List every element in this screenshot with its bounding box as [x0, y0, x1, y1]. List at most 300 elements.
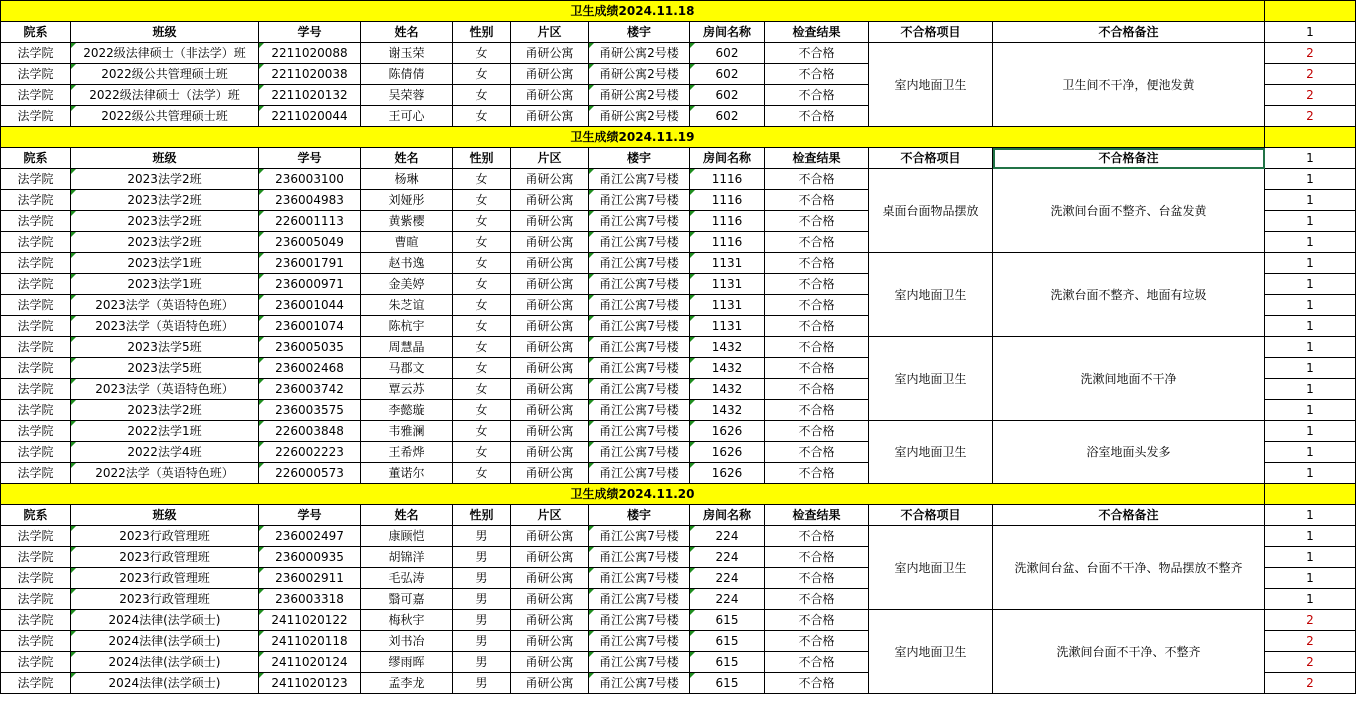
cell-gender[interactable]: 女 [453, 295, 511, 316]
cell-zone[interactable]: 甬研公寓 [511, 442, 589, 463]
header-fail-note[interactable]: 不合格备注 [993, 505, 1265, 526]
cell-dept[interactable]: 法学院 [1, 316, 71, 337]
cell-student-id[interactable]: 236000971 [259, 274, 361, 295]
cell-gender[interactable]: 女 [453, 253, 511, 274]
cell-gender[interactable]: 女 [453, 358, 511, 379]
cell-dept[interactable]: 法学院 [1, 463, 71, 484]
cell-student-id[interactable]: 236003100 [259, 169, 361, 190]
cell-gender[interactable]: 女 [453, 316, 511, 337]
cell-building[interactable]: 甬江公寓7号楼 [589, 358, 690, 379]
cell-class[interactable]: 2023法学5班 [71, 358, 259, 379]
cell-room[interactable]: 1432 [690, 358, 765, 379]
cell-zone[interactable]: 甬研公寓 [511, 421, 589, 442]
cell-name[interactable]: 孟李龙 [361, 673, 453, 694]
cell-gender[interactable]: 女 [453, 442, 511, 463]
cell-gender[interactable]: 男 [453, 610, 511, 631]
cell-name[interactable]: 曹暄 [361, 232, 453, 253]
cell-room[interactable]: 602 [690, 43, 765, 64]
cell-zone[interactable]: 甬研公寓 [511, 253, 589, 274]
cell-dept[interactable]: 法学院 [1, 274, 71, 295]
cell-gender[interactable]: 女 [453, 379, 511, 400]
cell-result[interactable]: 不合格 [765, 547, 869, 568]
cell-building[interactable]: 甬江公寓7号楼 [589, 526, 690, 547]
cell-zone[interactable]: 甬研公寓 [511, 463, 589, 484]
cell-building[interactable]: 甬江公寓7号楼 [589, 547, 690, 568]
cell-count[interactable]: 2 [1265, 64, 1356, 85]
cell-room[interactable]: 1432 [690, 379, 765, 400]
cell-room[interactable]: 615 [690, 673, 765, 694]
cell-count[interactable]: 2 [1265, 652, 1356, 673]
cell-student-id[interactable]: 2211020044 [259, 106, 361, 127]
table-row[interactable] [1, 610, 1356, 631]
cell-room[interactable]: 1626 [690, 442, 765, 463]
cell-dept[interactable]: 法学院 [1, 568, 71, 589]
cell-room[interactable]: 1116 [690, 169, 765, 190]
cell-result[interactable]: 不合格 [765, 253, 869, 274]
cell-building[interactable]: 甬江公寓7号楼 [589, 295, 690, 316]
cell-room[interactable]: 615 [690, 610, 765, 631]
cell-zone[interactable]: 甬研公寓 [511, 232, 589, 253]
cell-count[interactable]: 1 [1265, 274, 1356, 295]
table-row[interactable] [1, 526, 1356, 547]
cell-count[interactable]: 1 [1265, 568, 1356, 589]
cell-zone[interactable]: 甬研公寓 [511, 211, 589, 232]
cell-class[interactable]: 2023法学1班 [71, 253, 259, 274]
header-zone[interactable]: 片区 [511, 22, 589, 43]
cell-building[interactable]: 甬江公寓7号楼 [589, 274, 690, 295]
header-student-id[interactable]: 学号 [259, 148, 361, 169]
section-title[interactable]: 卫生成绩2024.11.20 [1, 484, 1265, 505]
cell-name[interactable]: 毛弘涛 [361, 568, 453, 589]
cell-gender[interactable]: 男 [453, 526, 511, 547]
cell-gender[interactable]: 女 [453, 337, 511, 358]
table-row[interactable] [1, 253, 1356, 274]
cell-gender[interactable]: 男 [453, 652, 511, 673]
header-building[interactable]: 楼宇 [589, 22, 690, 43]
cell-student-id[interactable]: 226003848 [259, 421, 361, 442]
header-dept[interactable]: 院系 [1, 505, 71, 526]
cell-zone[interactable]: 甬研公寓 [511, 652, 589, 673]
cell-room[interactable]: 1626 [690, 421, 765, 442]
cell-class[interactable]: 2023法学2班 [71, 169, 259, 190]
header-gender[interactable]: 性别 [453, 505, 511, 526]
cell-dept[interactable]: 法学院 [1, 295, 71, 316]
cell-fail-note[interactable]: 洗漱台面不整齐、地面有垃圾 [993, 253, 1265, 337]
cell-room[interactable]: 1116 [690, 232, 765, 253]
cell-dept[interactable]: 法学院 [1, 106, 71, 127]
cell-count[interactable]: 1 [1265, 463, 1356, 484]
cell-name[interactable]: 刘书冶 [361, 631, 453, 652]
cell-room[interactable]: 224 [690, 526, 765, 547]
cell-room[interactable]: 224 [690, 589, 765, 610]
cell-student-id[interactable]: 2411020123 [259, 673, 361, 694]
cell-result[interactable]: 不合格 [765, 379, 869, 400]
title-extra-cell[interactable] [1265, 484, 1356, 505]
cell-count[interactable]: 1 [1265, 442, 1356, 463]
cell-gender[interactable]: 男 [453, 547, 511, 568]
cell-result[interactable]: 不合格 [765, 211, 869, 232]
cell-student-id[interactable]: 2411020122 [259, 610, 361, 631]
cell-fail-note[interactable]: 洗漱间地面不干净 [993, 337, 1265, 421]
cell-zone[interactable]: 甬研公寓 [511, 610, 589, 631]
cell-fail-item[interactable]: 室内地面卫生 [869, 337, 993, 421]
cell-result[interactable]: 不合格 [765, 589, 869, 610]
cell-result[interactable]: 不合格 [765, 274, 869, 295]
cell-student-id[interactable]: 236001044 [259, 295, 361, 316]
cell-result[interactable]: 不合格 [765, 463, 869, 484]
header-fail-note[interactable]: 不合格备注 [993, 22, 1265, 43]
cell-result[interactable]: 不合格 [765, 85, 869, 106]
cell-student-id[interactable]: 236005035 [259, 337, 361, 358]
cell-zone[interactable]: 甬研公寓 [511, 568, 589, 589]
cell-zone[interactable]: 甬研公寓 [511, 379, 589, 400]
cell-count[interactable]: 1 [1265, 547, 1356, 568]
cell-dept[interactable]: 法学院 [1, 358, 71, 379]
cell-dept[interactable]: 法学院 [1, 253, 71, 274]
cell-room[interactable]: 602 [690, 64, 765, 85]
cell-gender[interactable]: 女 [453, 421, 511, 442]
cell-student-id[interactable]: 2211020088 [259, 43, 361, 64]
cell-result[interactable]: 不合格 [765, 400, 869, 421]
cell-fail-note[interactable]: 洗漱间台面不整齐、台盆发黄 [993, 169, 1265, 253]
cell-count[interactable]: 1 [1265, 232, 1356, 253]
cell-building[interactable]: 甬江公寓7号楼 [589, 316, 690, 337]
cell-class[interactable]: 2024法律(法学硕士) [71, 631, 259, 652]
table-row[interactable] [1, 337, 1356, 358]
cell-result[interactable]: 不合格 [765, 568, 869, 589]
cell-building[interactable]: 甬江公寓7号楼 [589, 463, 690, 484]
section-title[interactable]: 卫生成绩2024.11.18 [1, 1, 1265, 22]
cell-result[interactable]: 不合格 [765, 169, 869, 190]
cell-class[interactable]: 2023法学5班 [71, 337, 259, 358]
cell-class[interactable]: 2023法学1班 [71, 274, 259, 295]
header-fail-item[interactable]: 不合格项目 [869, 148, 993, 169]
header-zone[interactable]: 片区 [511, 505, 589, 526]
cell-result[interactable]: 不合格 [765, 610, 869, 631]
cell-building[interactable]: 甬研公寓2号楼 [589, 106, 690, 127]
cell-count[interactable]: 1 [1265, 169, 1356, 190]
cell-dept[interactable]: 法学院 [1, 379, 71, 400]
cell-gender[interactable]: 女 [453, 211, 511, 232]
header-count[interactable]: 1 [1265, 148, 1356, 169]
cell-class[interactable]: 2023法学（英语特色班） [71, 295, 259, 316]
cell-zone[interactable]: 甬研公寓 [511, 358, 589, 379]
cell-fail-note[interactable]: 洗漱间台盆、台面不干净、物品摆放不整齐 [993, 526, 1265, 610]
cell-name[interactable]: 覃云苏 [361, 379, 453, 400]
header-fail-note[interactable]: 不合格备注 [993, 148, 1265, 169]
cell-building[interactable]: 甬江公寓7号楼 [589, 232, 690, 253]
cell-gender[interactable]: 女 [453, 463, 511, 484]
cell-building[interactable]: 甬江公寓7号楼 [589, 589, 690, 610]
cell-name[interactable]: 李懿璇 [361, 400, 453, 421]
cell-student-id[interactable]: 236002497 [259, 526, 361, 547]
cell-student-id[interactable]: 2411020118 [259, 631, 361, 652]
cell-count[interactable]: 2 [1265, 673, 1356, 694]
header-zone[interactable]: 片区 [511, 148, 589, 169]
cell-gender[interactable]: 女 [453, 274, 511, 295]
cell-zone[interactable]: 甬研公寓 [511, 295, 589, 316]
cell-count[interactable]: 1 [1265, 358, 1356, 379]
header-dept[interactable]: 院系 [1, 148, 71, 169]
header-class[interactable]: 班级 [71, 22, 259, 43]
cell-student-id[interactable]: 236001791 [259, 253, 361, 274]
cell-building[interactable]: 甬江公寓7号楼 [589, 442, 690, 463]
cell-gender[interactable]: 女 [453, 43, 511, 64]
header-class[interactable]: 班级 [71, 148, 259, 169]
cell-name[interactable]: 杨琳 [361, 169, 453, 190]
cell-gender[interactable]: 女 [453, 106, 511, 127]
cell-count[interactable]: 1 [1265, 295, 1356, 316]
cell-result[interactable]: 不合格 [765, 337, 869, 358]
cell-class[interactable]: 2022法学4班 [71, 442, 259, 463]
cell-zone[interactable]: 甬研公寓 [511, 274, 589, 295]
header-result[interactable]: 检查结果 [765, 148, 869, 169]
cell-student-id[interactable]: 236002911 [259, 568, 361, 589]
header-name[interactable]: 姓名 [361, 505, 453, 526]
cell-name[interactable]: 刘娅彤 [361, 190, 453, 211]
cell-gender[interactable]: 女 [453, 64, 511, 85]
cell-building[interactable]: 甬江公寓7号楼 [589, 253, 690, 274]
cell-count[interactable]: 2 [1265, 631, 1356, 652]
cell-dept[interactable]: 法学院 [1, 589, 71, 610]
cell-count[interactable]: 1 [1265, 400, 1356, 421]
cell-class[interactable]: 2023法学2班 [71, 400, 259, 421]
cell-dept[interactable]: 法学院 [1, 442, 71, 463]
cell-name[interactable]: 梅秋宇 [361, 610, 453, 631]
cell-student-id[interactable]: 236005049 [259, 232, 361, 253]
cell-dept[interactable]: 法学院 [1, 421, 71, 442]
cell-student-id[interactable]: 236003318 [259, 589, 361, 610]
header-result[interactable]: 检查结果 [765, 22, 869, 43]
cell-zone[interactable]: 甬研公寓 [511, 337, 589, 358]
section-title[interactable]: 卫生成绩2024.11.19 [1, 127, 1265, 148]
cell-room[interactable]: 1432 [690, 337, 765, 358]
cell-count[interactable]: 1 [1265, 190, 1356, 211]
cell-class[interactable]: 2023法学（英语特色班） [71, 316, 259, 337]
cell-name[interactable]: 缪雨晖 [361, 652, 453, 673]
cell-zone[interactable]: 甬研公寓 [511, 673, 589, 694]
cell-count[interactable]: 1 [1265, 589, 1356, 610]
cell-gender[interactable]: 女 [453, 400, 511, 421]
header-dept[interactable]: 院系 [1, 22, 71, 43]
cell-building[interactable]: 甬江公寓7号楼 [589, 652, 690, 673]
cell-fail-item[interactable]: 桌面台面物品摆放 [869, 169, 993, 253]
cell-class[interactable]: 2023行政管理班 [71, 568, 259, 589]
cell-count[interactable]: 1 [1265, 316, 1356, 337]
cell-name[interactable]: 董诺尔 [361, 463, 453, 484]
header-fail-item[interactable]: 不合格项目 [869, 22, 993, 43]
cell-fail-item[interactable]: 室内地面卫生 [869, 43, 993, 127]
header-result[interactable]: 检查结果 [765, 505, 869, 526]
cell-class[interactable]: 2023法学2班 [71, 232, 259, 253]
title-extra-cell[interactable] [1265, 127, 1356, 148]
cell-result[interactable]: 不合格 [765, 358, 869, 379]
cell-student-id[interactable]: 2411020124 [259, 652, 361, 673]
cell-class[interactable]: 2023行政管理班 [71, 526, 259, 547]
cell-name[interactable]: 周慧晶 [361, 337, 453, 358]
cell-count[interactable]: 1 [1265, 253, 1356, 274]
cell-zone[interactable]: 甬研公寓 [511, 43, 589, 64]
cell-class[interactable]: 2023法学2班 [71, 211, 259, 232]
cell-building[interactable]: 甬江公寓7号楼 [589, 379, 690, 400]
cell-dept[interactable]: 法学院 [1, 652, 71, 673]
header-count[interactable]: 1 [1265, 505, 1356, 526]
cell-student-id[interactable]: 2211020038 [259, 64, 361, 85]
cell-name[interactable]: 陈倩倩 [361, 64, 453, 85]
cell-fail-note[interactable]: 卫生间不干净，便池发黄 [993, 43, 1265, 127]
header-building[interactable]: 楼宇 [589, 148, 690, 169]
header-class[interactable]: 班级 [71, 505, 259, 526]
cell-student-id[interactable]: 226001113 [259, 211, 361, 232]
cell-zone[interactable]: 甬研公寓 [511, 526, 589, 547]
cell-count[interactable]: 2 [1265, 106, 1356, 127]
cell-dept[interactable]: 法学院 [1, 190, 71, 211]
cell-fail-note[interactable]: 洗漱间台面不干净、不整齐 [993, 610, 1265, 694]
cell-room[interactable]: 1131 [690, 274, 765, 295]
cell-dept[interactable]: 法学院 [1, 64, 71, 85]
title-extra-cell[interactable] [1265, 1, 1356, 22]
cell-result[interactable]: 不合格 [765, 295, 869, 316]
cell-class[interactable]: 2023行政管理班 [71, 547, 259, 568]
header-name[interactable]: 姓名 [361, 148, 453, 169]
cell-name[interactable]: 翳可嘉 [361, 589, 453, 610]
cell-fail-item[interactable]: 室内地面卫生 [869, 526, 993, 610]
cell-class[interactable]: 2022级公共管理硕士班 [71, 106, 259, 127]
cell-dept[interactable]: 法学院 [1, 232, 71, 253]
cell-room[interactable]: 602 [690, 106, 765, 127]
header-room[interactable]: 房间名称 [690, 22, 765, 43]
cell-count[interactable]: 2 [1265, 610, 1356, 631]
cell-zone[interactable]: 甬研公寓 [511, 64, 589, 85]
cell-room[interactable]: 1131 [690, 253, 765, 274]
cell-room[interactable]: 1116 [690, 211, 765, 232]
header-gender[interactable]: 性别 [453, 22, 511, 43]
cell-class[interactable]: 2024法律(法学硕士) [71, 652, 259, 673]
cell-dept[interactable]: 法学院 [1, 43, 71, 64]
cell-zone[interactable]: 甬研公寓 [511, 631, 589, 652]
cell-student-id[interactable]: 236003575 [259, 400, 361, 421]
cell-result[interactable]: 不合格 [765, 673, 869, 694]
cell-result[interactable]: 不合格 [765, 442, 869, 463]
cell-student-id[interactable]: 236002468 [259, 358, 361, 379]
cell-room[interactable]: 1626 [690, 463, 765, 484]
cell-building[interactable]: 甬江公寓7号楼 [589, 631, 690, 652]
cell-class[interactable]: 2023法学（英语特色班） [71, 379, 259, 400]
cell-class[interactable]: 2023行政管理班 [71, 589, 259, 610]
cell-room[interactable]: 1131 [690, 316, 765, 337]
cell-room[interactable]: 615 [690, 631, 765, 652]
header-count[interactable]: 1 [1265, 22, 1356, 43]
cell-room[interactable]: 224 [690, 547, 765, 568]
header-student-id[interactable]: 学号 [259, 22, 361, 43]
cell-fail-item[interactable]: 室内地面卫生 [869, 253, 993, 337]
cell-gender[interactable]: 女 [453, 169, 511, 190]
cell-student-id[interactable]: 236000935 [259, 547, 361, 568]
cell-building[interactable]: 甬江公寓7号楼 [589, 610, 690, 631]
cell-gender[interactable]: 男 [453, 631, 511, 652]
cell-room[interactable]: 615 [690, 652, 765, 673]
cell-fail-item[interactable]: 室内地面卫生 [869, 421, 993, 484]
cell-gender[interactable]: 女 [453, 190, 511, 211]
cell-name[interactable]: 王希烨 [361, 442, 453, 463]
cell-gender[interactable]: 女 [453, 232, 511, 253]
cell-result[interactable]: 不合格 [765, 316, 869, 337]
cell-zone[interactable]: 甬研公寓 [511, 316, 589, 337]
cell-count[interactable]: 2 [1265, 43, 1356, 64]
cell-count[interactable]: 1 [1265, 421, 1356, 442]
cell-class[interactable]: 2022法学（英语特色班） [71, 463, 259, 484]
cell-zone[interactable]: 甬研公寓 [511, 190, 589, 211]
cell-gender[interactable]: 男 [453, 673, 511, 694]
cell-student-id[interactable]: 236001074 [259, 316, 361, 337]
cell-room[interactable]: 224 [690, 568, 765, 589]
cell-zone[interactable]: 甬研公寓 [511, 169, 589, 190]
cell-gender[interactable]: 男 [453, 589, 511, 610]
header-room[interactable]: 房间名称 [690, 505, 765, 526]
cell-name[interactable]: 胡锦洋 [361, 547, 453, 568]
cell-result[interactable]: 不合格 [765, 631, 869, 652]
cell-result[interactable]: 不合格 [765, 421, 869, 442]
cell-building[interactable]: 甬研公寓2号楼 [589, 43, 690, 64]
cell-room[interactable]: 1131 [690, 295, 765, 316]
cell-student-id[interactable]: 226000573 [259, 463, 361, 484]
cell-class[interactable]: 2023法学2班 [71, 190, 259, 211]
cell-result[interactable]: 不合格 [765, 232, 869, 253]
table-row[interactable] [1, 169, 1356, 190]
header-gender[interactable]: 性别 [453, 148, 511, 169]
header-student-id[interactable]: 学号 [259, 505, 361, 526]
cell-dept[interactable]: 法学院 [1, 400, 71, 421]
cell-class[interactable]: 2022级法律硕士（非法学）班 [71, 43, 259, 64]
cell-name[interactable]: 马郡文 [361, 358, 453, 379]
cell-zone[interactable]: 甬研公寓 [511, 547, 589, 568]
header-room[interactable]: 房间名称 [690, 148, 765, 169]
cell-dept[interactable]: 法学院 [1, 85, 71, 106]
cell-fail-item[interactable]: 室内地面卫生 [869, 610, 993, 694]
cell-class[interactable]: 2022级公共管理硕士班 [71, 64, 259, 85]
cell-building[interactable]: 甬江公寓7号楼 [589, 169, 690, 190]
cell-student-id[interactable]: 236003742 [259, 379, 361, 400]
cell-building[interactable]: 甬江公寓7号楼 [589, 190, 690, 211]
cell-name[interactable]: 谢玉荣 [361, 43, 453, 64]
cell-name[interactable]: 王可心 [361, 106, 453, 127]
cell-class[interactable]: 2024法律(法学硕士) [71, 610, 259, 631]
cell-building[interactable]: 甬江公寓7号楼 [589, 400, 690, 421]
cell-name[interactable]: 黄紫樱 [361, 211, 453, 232]
cell-count[interactable]: 1 [1265, 211, 1356, 232]
cell-zone[interactable]: 甬研公寓 [511, 589, 589, 610]
cell-building[interactable]: 甬江公寓7号楼 [589, 211, 690, 232]
cell-dept[interactable]: 法学院 [1, 169, 71, 190]
cell-class[interactable]: 2024法律(法学硕士) [71, 673, 259, 694]
cell-name[interactable]: 陈杭宇 [361, 316, 453, 337]
cell-building[interactable]: 甬研公寓2号楼 [589, 85, 690, 106]
cell-dept[interactable]: 法学院 [1, 610, 71, 631]
cell-result[interactable]: 不合格 [765, 190, 869, 211]
cell-zone[interactable]: 甬研公寓 [511, 106, 589, 127]
cell-dept[interactable]: 法学院 [1, 337, 71, 358]
cell-building[interactable]: 甬江公寓7号楼 [589, 568, 690, 589]
cell-name[interactable]: 金美婷 [361, 274, 453, 295]
cell-student-id[interactable]: 226002223 [259, 442, 361, 463]
table-row[interactable] [1, 421, 1356, 442]
header-fail-item[interactable]: 不合格项目 [869, 505, 993, 526]
cell-count[interactable]: 1 [1265, 337, 1356, 358]
cell-name[interactable]: 康顾恺 [361, 526, 453, 547]
header-building[interactable]: 楼宇 [589, 505, 690, 526]
cell-name[interactable]: 朱芝谊 [361, 295, 453, 316]
cell-gender[interactable]: 女 [453, 85, 511, 106]
